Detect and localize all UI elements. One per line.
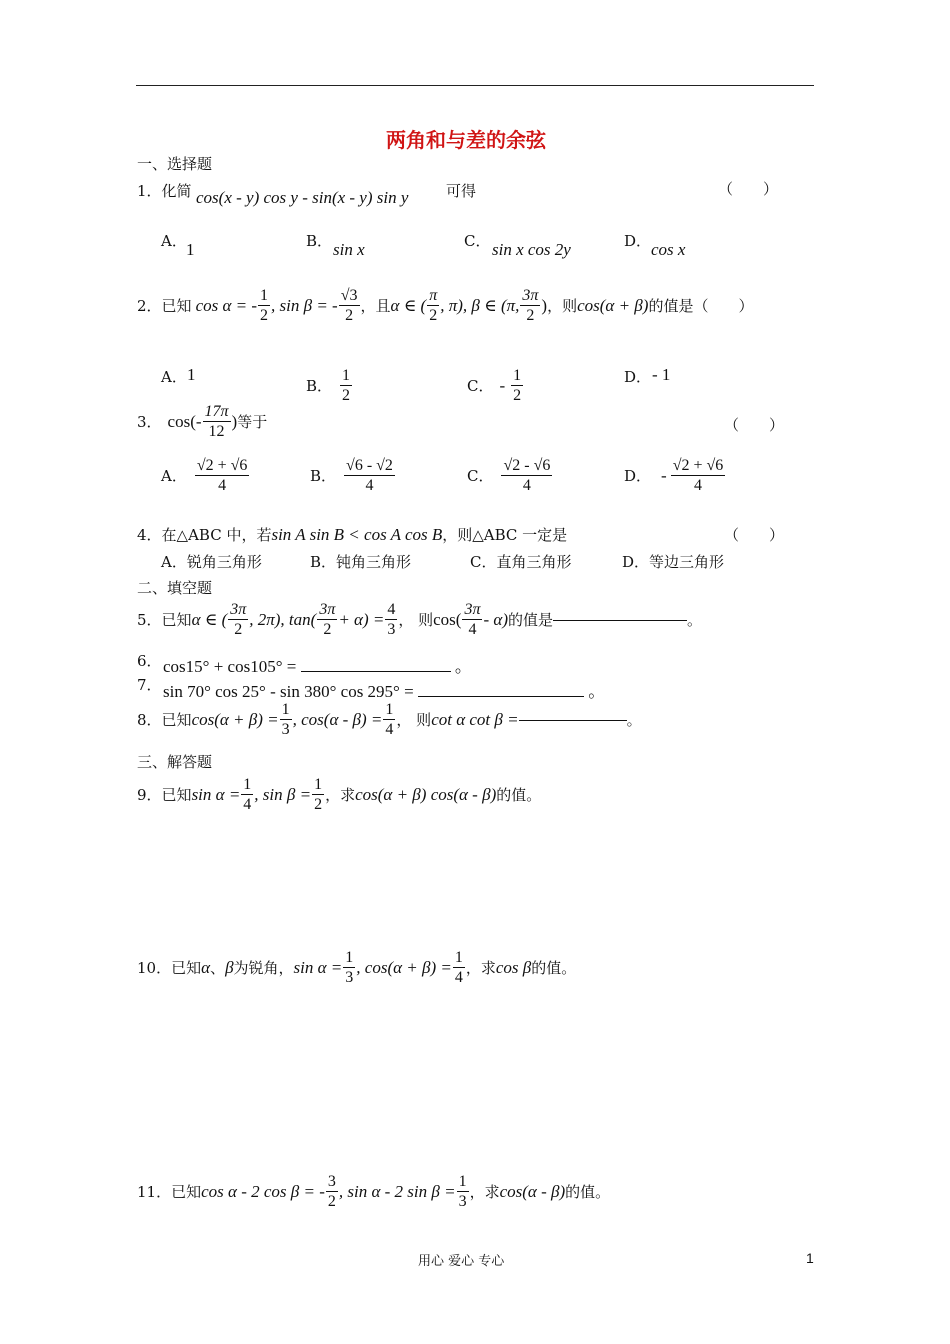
q1-option-c-value: sin x cos 2y	[492, 240, 571, 259]
q2-option-a-label: A．	[161, 368, 187, 386]
q1-post: 可得	[446, 182, 477, 200]
q1-answer-paren: （ ）	[718, 180, 779, 198]
q1-option-c-label: C．	[464, 232, 491, 250]
q2-frac-half: $\frac{1}{2}$	[260, 287, 269, 324]
q3-answer-paren: （ ）	[724, 416, 785, 434]
q2-option-d-label: D．	[624, 368, 652, 386]
q3-option-c: C． $\frac{√2 - √6}{4}$	[467, 457, 551, 494]
q1-option-b-value: sin x	[333, 240, 365, 259]
q7-answer-blank[interactable]	[418, 695, 584, 697]
footer-motto: 用心 爱心 专心	[418, 1254, 505, 1269]
q1-option-d-label: D．	[624, 232, 652, 250]
question-4: 4．在△ABC 中，若sin A sin B < cos A cos B，则△ABC 一定是	[137, 525, 568, 544]
page-title: 两角和与差的余弦	[386, 128, 546, 152]
q2-option-a-value: 1	[187, 365, 196, 384]
q3-option-d: D． - $\frac{√2 + √6}{4}$	[624, 457, 724, 494]
q6-expression: cos15° + cos105° = 。	[163, 657, 472, 676]
section-heading-choice: 一、选择题	[137, 155, 213, 173]
question-8: 8． 已知 cos(α + β) = $\frac{1}{3}$ , cos(α - β) = $\frac{1}{4}$ ， 则 cot α cot β = 。	[137, 701, 642, 738]
q1-expression: cos(x - y) cos y - sin(x - y) sin y	[196, 188, 409, 207]
q4-option-a: A．锐角三角形	[161, 553, 262, 571]
q3-option-a: A． $\frac{√2 + √6}{4}$	[161, 457, 248, 494]
section-heading-solve: 三、解答题	[137, 753, 213, 771]
q1-option-a-label: A．	[161, 232, 187, 250]
question-1: 1．化简	[137, 182, 192, 200]
question-2: 2． 已知 cos α = - $\frac{1}{2}$ , sin β = - $\frac{√3}{2}$ ，且 α ∈ ( $\frac{\pi}{2}$ , π), β ∈ (π, $\frac{3\pi}{2}$ ) ，则 cos(α + β) 的值是（ ）	[137, 287, 754, 324]
question-7: 7．	[137, 676, 162, 694]
q7-expression: sin 70° cos 25° - sin 380° cos 295° = 。	[163, 682, 606, 701]
q8-answer-blank[interactable]	[519, 719, 627, 721]
q2-frac-pi2: $\frac{\pi}{2}$	[429, 287, 438, 324]
q4-option-d: D．等边三角形	[622, 553, 725, 571]
question-6: 6．	[137, 652, 162, 670]
q2-frac-3pi2: $\frac{3\pi}{2}$	[522, 287, 539, 324]
page-number: 1	[806, 1250, 814, 1266]
header-rule	[136, 85, 814, 86]
q5-answer-blank[interactable]	[553, 619, 687, 621]
q3-option-b: B． $\frac{√6 - √2}{4}$	[310, 457, 393, 494]
section-heading-fill: 二、填空题	[137, 579, 213, 597]
q2-option-b: B． $\frac{1}{2}$	[306, 367, 351, 404]
q4-option-b: B．钝角三角形	[310, 553, 412, 571]
question-9: 9． 已知 sin α = $\frac{1}{4}$ , sin β = $\frac{1}{2}$ ，求 cos(α + β) cos(α - β) 的值。	[137, 776, 542, 813]
question-5: 5． 已知 α ∈ ( $\frac{3\pi}{2}$ , 2π), tan( $\frac{3\pi}{2}$ + α) = $\frac{4}{3}$ ， 则 cos( $\frac{3\pi}{4}$ - α) 的值是 。	[137, 601, 703, 638]
q2-option-d-value: - 1	[652, 365, 671, 384]
q1-option-a-value: 1	[186, 240, 195, 259]
q6-answer-blank[interactable]	[301, 670, 451, 672]
question-10: 10． 已知 α 、 β 为锐角， sin α = $\frac{1}{3}$ , cos(α + β) = $\frac{1}{4}$ ，求 cos β 的值。	[137, 949, 577, 986]
q1-option-b-label: B．	[306, 232, 333, 250]
question-11: 11． 已知 cos α - 2 cos β = - $\frac{3}{2}$ , sin α - 2 sin β = $\frac{1}{3}$ ，求 cos(α - β) 的值。	[137, 1173, 611, 1210]
q4-answer-paren: （ ）	[724, 526, 785, 544]
q2-option-c: C． - $\frac{1}{2}$	[467, 367, 522, 404]
q2-frac-sqrt3: $\frac{√3}{2}$	[340, 287, 358, 324]
q1-option-d-value: cos x	[651, 240, 686, 259]
q4-option-c: C．直角三角形	[470, 553, 572, 571]
question-3: 3． cos(- $\frac{17\pi}{12}$ ) 等于	[137, 403, 268, 440]
